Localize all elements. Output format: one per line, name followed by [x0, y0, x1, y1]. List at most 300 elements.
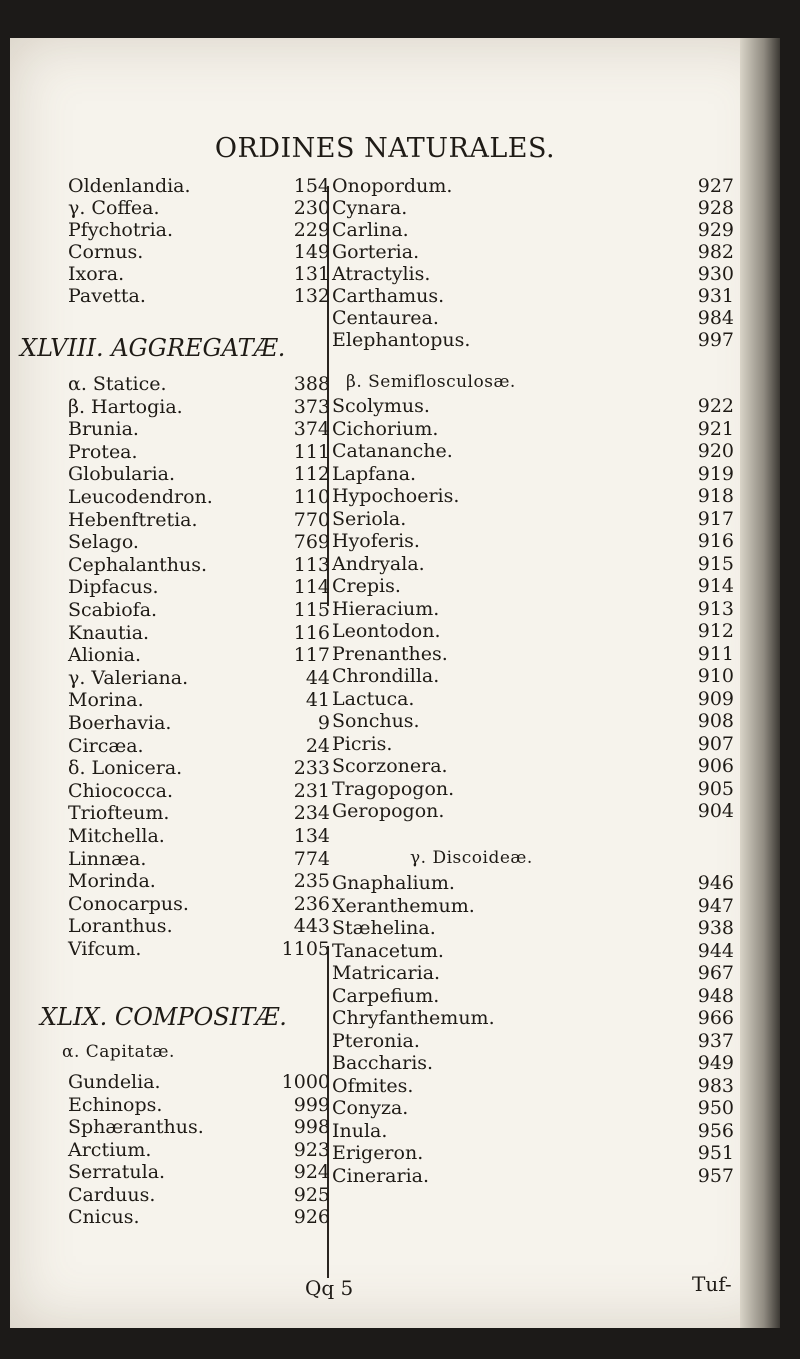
genus-name	[68, 284, 146, 308]
genus-number: 233	[293, 757, 330, 780]
genus-number: 916	[697, 530, 734, 552]
genus-number: 920	[697, 440, 734, 462]
genus-label: Ixora.	[68, 263, 125, 285]
genus-number: 919	[697, 462, 734, 485]
genus-number: 112	[293, 463, 330, 486]
genus-number: 913	[697, 597, 734, 620]
left-entry	[68, 666, 330, 690]
genus-number: 998	[293, 1116, 330, 1138]
genus-name	[68, 530, 139, 554]
right-entry	[332, 218, 734, 242]
genus-number: 948	[697, 984, 734, 1007]
genus-number: 915	[697, 552, 734, 575]
genus-number: 925	[293, 1183, 330, 1206]
genus-name	[332, 1141, 423, 1165]
right-entry	[332, 664, 734, 688]
left-entry	[68, 892, 330, 916]
genus-name	[332, 916, 436, 940]
genus-name	[68, 1160, 165, 1184]
genus-name	[68, 937, 141, 961]
genus-name	[68, 462, 175, 486]
genus-name	[332, 439, 453, 463]
genus-label: Cichorium.	[332, 417, 439, 440]
left-entry	[68, 711, 330, 735]
genus-label: Lactuca.	[332, 687, 415, 710]
genus-label: Morinda.	[68, 870, 156, 893]
right-entry	[332, 1141, 734, 1165]
right-entry	[332, 417, 734, 441]
genus-label: Baccharis.	[332, 1052, 434, 1074]
genus-number: 984	[697, 307, 734, 329]
right-entry	[332, 1096, 734, 1120]
genus-label: Atractylis.	[332, 263, 431, 285]
genus-number: 231	[293, 779, 330, 802]
left-entry	[68, 462, 330, 486]
right-entry	[332, 306, 734, 330]
right-entry	[332, 439, 734, 463]
genus-name	[332, 240, 419, 264]
genus-number: 957	[697, 1164, 734, 1187]
left-entry	[68, 218, 330, 242]
genus-label: Carduus.	[68, 1183, 156, 1206]
right-entry	[332, 484, 734, 508]
genus-name	[68, 914, 173, 938]
genus-number: 374	[293, 418, 330, 441]
genus-label: Stæhelina.	[332, 917, 436, 939]
genus-name	[68, 711, 171, 735]
genus-name	[332, 306, 439, 330]
genus-label: Pfychotria.	[68, 219, 174, 241]
right-entry	[332, 597, 734, 621]
genus-label: Matricaria.	[332, 962, 441, 984]
genus-number: 154	[293, 175, 330, 197]
genus-number: 131	[293, 263, 330, 285]
right-entry	[332, 574, 734, 598]
genus-number: 922	[697, 395, 734, 417]
genus-label: Picris.	[332, 732, 393, 755]
group-marker: α.	[68, 373, 87, 395]
genus-name	[332, 597, 439, 621]
genus-name	[68, 643, 141, 667]
left-entry	[68, 530, 330, 554]
genus-number: 134	[293, 825, 330, 847]
left-entry	[68, 174, 330, 198]
genus-label: Catananche.	[332, 440, 453, 462]
genus-name	[68, 440, 138, 464]
genus-label: Onopordum.	[332, 175, 453, 197]
genus-label: Cynara.	[332, 197, 408, 219]
genus-label: Chiococca.	[68, 779, 174, 802]
genus-label: Lonicera.	[91, 757, 183, 780]
right-entry	[332, 1164, 734, 1188]
genus-name	[68, 372, 167, 396]
genus-name	[332, 574, 401, 598]
genus-number: 235	[293, 870, 330, 893]
genus-number: 132	[293, 285, 330, 307]
genus-number: 230	[293, 197, 330, 219]
genus-number: 41	[305, 689, 330, 712]
right-entry	[332, 174, 734, 198]
right-entry	[332, 240, 734, 264]
genus-number: 229	[293, 219, 330, 241]
genus-label: Chryfanthemum.	[332, 1007, 495, 1029]
right-entry	[332, 619, 734, 643]
genus-number: 956	[697, 1119, 734, 1142]
genus-label: Conyza.	[332, 1097, 409, 1119]
genus-number: 9	[317, 712, 330, 734]
page-heading: ORDINES NATURALES.	[214, 133, 556, 164]
genus-label: Crepis.	[332, 575, 401, 597]
genus-label: Scorzonera.	[332, 755, 448, 777]
left-entry	[68, 847, 330, 871]
genus-number: 236	[293, 892, 330, 915]
subsection-semiflosculosae: β. Semiflosculosæ.	[346, 372, 516, 392]
genus-label: Vifcum.	[68, 938, 142, 960]
right-entry	[332, 1029, 734, 1053]
genus-name	[68, 779, 173, 803]
left-entry	[68, 1115, 330, 1139]
left-entry	[68, 284, 330, 308]
genus-label: Oldenlandia.	[68, 175, 191, 197]
genus-label: Brunia.	[68, 418, 139, 441]
genus-number: 967	[697, 962, 734, 984]
genus-label: Geropogon.	[332, 800, 445, 822]
genus-number: 770	[293, 508, 330, 531]
genus-name	[68, 847, 146, 871]
right-entry	[332, 1051, 734, 1075]
genus-label: Linnæa.	[68, 847, 147, 870]
genus-number: 906	[697, 755, 734, 777]
book-spine	[740, 38, 780, 1328]
genus-number: 927	[697, 175, 734, 197]
genus-number: 912	[697, 620, 734, 642]
genus-label: Alionia.	[68, 644, 141, 667]
genus-label: Chrondilla.	[332, 665, 440, 687]
genus-name	[332, 284, 444, 308]
genus-label: Centaurea.	[332, 307, 439, 329]
genus-number: 24	[305, 734, 330, 757]
genus-label: Inula.	[332, 1119, 388, 1142]
genus-label: Pavetta.	[68, 285, 146, 307]
right-entry	[332, 939, 734, 963]
genus-number: 950	[697, 1097, 734, 1119]
right-entry	[332, 799, 734, 823]
group-marker: δ.	[68, 757, 86, 780]
genus-label: Gundelia.	[68, 1071, 161, 1093]
genus-name	[332, 1096, 408, 1120]
right-entry	[332, 687, 734, 711]
right-entry	[332, 777, 734, 801]
left-entry	[68, 196, 330, 220]
genus-name	[332, 1029, 420, 1053]
genus-label: Hartogia.	[91, 395, 183, 418]
genus-label: Tanacetum.	[332, 939, 444, 962]
genus-number: 946	[697, 872, 734, 894]
genus-label: Cephalanthus.	[68, 553, 208, 576]
genus-name	[332, 871, 455, 895]
left-entry	[68, 643, 330, 667]
left-entry	[68, 756, 330, 780]
genus-label: Statice.	[92, 373, 167, 395]
book-page	[10, 38, 780, 1328]
genus-name	[68, 174, 191, 198]
genus-number: 928	[697, 197, 734, 219]
genus-number: 951	[697, 1142, 734, 1164]
genus-label: Hypochoeris.	[332, 485, 460, 507]
genus-name	[332, 642, 448, 666]
right-entry	[332, 394, 734, 418]
genus-number: 115	[293, 599, 330, 621]
right-entry	[332, 328, 734, 352]
genus-label: Erigeron.	[332, 1142, 424, 1164]
genus-label: Ofmites.	[332, 1074, 414, 1097]
genus-name	[332, 484, 459, 508]
genus-number: 110	[293, 486, 330, 508]
genus-label: Circæa.	[68, 734, 144, 757]
genus-name	[68, 666, 188, 690]
genus-label: Arctium.	[68, 1138, 152, 1161]
genus-number: 917	[697, 507, 734, 530]
genus-number: 388	[293, 373, 330, 395]
genus-label: Cornus.	[68, 241, 144, 263]
right-entry	[332, 1074, 734, 1098]
genus-label: Gorteria.	[332, 241, 420, 263]
genus-label: Seriola.	[332, 507, 407, 530]
left-entry	[68, 914, 330, 938]
genus-label: Boerhavia.	[68, 712, 172, 734]
genus-name	[332, 777, 454, 801]
genus-name	[332, 196, 407, 220]
left-entry	[68, 1183, 330, 1207]
genus-name	[68, 621, 149, 645]
section-title-aggregatae: XLVIII. AGGREGATÆ.	[20, 334, 286, 362]
genus-number: 111	[293, 440, 330, 463]
genus-name	[332, 754, 448, 778]
genus-label: Selago.	[68, 531, 139, 554]
right-entry	[332, 552, 734, 576]
genus-number: 914	[697, 575, 734, 597]
genus-label: Coffea.	[91, 197, 160, 219]
genus-label: Echinops.	[68, 1093, 163, 1116]
genus-name	[332, 507, 406, 531]
genus-number: 373	[293, 395, 330, 418]
genus-name	[332, 687, 414, 711]
genus-label: Leucodendron.	[68, 486, 213, 508]
genus-name	[332, 552, 425, 576]
genus-label: Conocarpus.	[68, 892, 189, 915]
left-entry	[68, 575, 330, 599]
genus-label: Knautia.	[68, 621, 150, 644]
genus-name	[68, 734, 144, 758]
genus-number: 983	[697, 1074, 734, 1097]
left-entry	[68, 485, 330, 509]
genus-label: Lapfana.	[332, 462, 417, 485]
genus-label: Sonchus.	[332, 710, 420, 732]
genus-name	[68, 824, 165, 848]
right-entry	[332, 709, 734, 733]
genus-label: Loranthus.	[68, 915, 173, 938]
genus-number: 949	[697, 1052, 734, 1074]
section-title-compositae: XLIX. COMPOSITÆ.	[40, 1003, 287, 1031]
genus-name	[68, 1070, 161, 1094]
left-entry	[68, 1093, 330, 1117]
catchword: Tuf-	[692, 1272, 732, 1296]
right-entry	[332, 284, 734, 308]
genus-number: 918	[697, 485, 734, 507]
genus-name	[332, 529, 420, 553]
right-entry	[332, 984, 734, 1008]
genus-label: Serratula.	[68, 1161, 166, 1183]
genus-label: Cnicus.	[68, 1206, 140, 1228]
genus-name	[332, 984, 439, 1008]
genus-name	[332, 1074, 413, 1098]
genus-number: 921	[697, 417, 734, 440]
genus-name	[68, 1205, 140, 1229]
genus-label: Gnaphalium.	[332, 872, 455, 894]
genus-number: 1000	[281, 1071, 330, 1093]
genus-number: 117	[293, 644, 330, 667]
right-entry	[332, 754, 734, 778]
genus-name	[332, 1006, 495, 1030]
genus-number: 44	[305, 666, 330, 689]
genus-name	[332, 799, 444, 823]
genus-number: 930	[697, 263, 734, 285]
right-entry	[332, 961, 734, 985]
group-marker: γ.	[68, 666, 86, 689]
genus-name	[332, 1119, 387, 1143]
left-entry	[68, 1138, 330, 1162]
right-entry	[332, 916, 734, 940]
right-entry	[332, 894, 734, 918]
genus-name	[332, 1164, 429, 1188]
genus-number: 923	[293, 1138, 330, 1161]
genus-number: 938	[697, 917, 734, 939]
genus-label: Tragopogon.	[332, 777, 455, 800]
genus-number: 944	[697, 939, 734, 962]
genus-name	[68, 598, 157, 622]
genus-label: Carlina.	[332, 219, 409, 241]
genus-name	[332, 328, 470, 352]
right-entry	[332, 732, 734, 756]
left-entry	[68, 240, 330, 264]
left-entry	[68, 688, 330, 712]
genus-number: 931	[697, 285, 734, 307]
genus-name	[68, 417, 139, 441]
right-entry	[332, 196, 734, 220]
genus-label: Hieracium.	[332, 597, 440, 620]
genus-number: 997	[697, 329, 734, 351]
genus-label: Dipfacus.	[68, 576, 159, 599]
genus-number: 769	[293, 531, 330, 554]
right-entry	[332, 871, 734, 895]
genus-name	[68, 575, 159, 599]
genus-number: 116	[293, 621, 330, 644]
genus-name	[68, 1115, 204, 1139]
genus-number: 982	[697, 241, 734, 263]
left-entry	[68, 869, 330, 893]
genus-name	[68, 1183, 155, 1207]
genus-label: Morina.	[68, 689, 144, 712]
genus-label: Elephantopus.	[332, 329, 471, 351]
genus-label: Mitchella.	[68, 825, 165, 847]
genus-number: 234	[293, 802, 330, 825]
genus-name	[68, 1138, 151, 1162]
genus-name	[332, 394, 430, 418]
genus-name	[332, 218, 409, 242]
genus-label: Carthamus.	[332, 285, 445, 307]
genus-name	[68, 801, 169, 825]
genus-number: 113	[293, 553, 330, 576]
genus-number: 929	[697, 219, 734, 241]
genus-number: 924	[293, 1161, 330, 1183]
left-entry	[68, 395, 330, 419]
genus-label: Globularia.	[68, 463, 176, 486]
genus-name	[332, 709, 420, 733]
left-entry	[68, 508, 330, 532]
genus-name	[332, 174, 452, 198]
left-entry	[68, 1205, 330, 1229]
genus-label: Sphæranthus.	[68, 1116, 204, 1138]
genus-number: 904	[697, 800, 734, 822]
left-entry	[68, 440, 330, 464]
left-entry	[68, 1160, 330, 1184]
genus-number: 926	[293, 1206, 330, 1228]
genus-name	[68, 240, 143, 264]
right-entry	[332, 1119, 734, 1143]
genus-name	[332, 732, 392, 756]
subsection-capitatae: α. Capitatæ.	[62, 1042, 175, 1062]
genus-number: 907	[697, 732, 734, 755]
genus-name	[332, 462, 416, 486]
genus-number: 937	[697, 1029, 734, 1052]
genus-number: 149	[293, 241, 330, 263]
genus-number: 910	[697, 665, 734, 687]
genus-number: 1105	[281, 938, 330, 960]
genus-name	[332, 262, 430, 286]
left-entry	[68, 734, 330, 758]
genus-label: Pteronia.	[332, 1029, 420, 1052]
genus-label: Prenanthes.	[332, 642, 448, 665]
right-entry	[332, 529, 734, 553]
signature-mark: Qq 5	[305, 1276, 354, 1300]
genus-label: Andryala.	[332, 552, 425, 575]
genus-label: Scabiofa.	[68, 599, 158, 621]
genus-name	[68, 262, 124, 286]
genus-name	[68, 218, 173, 242]
left-entry	[68, 598, 330, 622]
genus-name	[332, 619, 441, 643]
genus-name	[332, 939, 444, 963]
genus-name	[68, 196, 160, 220]
genus-name	[68, 508, 198, 532]
genus-label: Hyoferis.	[332, 530, 420, 552]
left-entry	[68, 372, 330, 396]
left-entry	[68, 801, 330, 825]
right-entry	[332, 262, 734, 286]
genus-label: Leontodon.	[332, 620, 441, 642]
left-entry	[68, 937, 330, 961]
genus-name	[68, 756, 182, 780]
genus-number: 443	[293, 915, 330, 938]
genus-name	[68, 869, 156, 893]
right-entry	[332, 507, 734, 531]
genus-number: 947	[697, 894, 734, 917]
genus-name	[332, 417, 438, 441]
genus-label: Protea.	[68, 440, 138, 463]
genus-label: Triofteum.	[68, 802, 170, 825]
left-entry	[68, 621, 330, 645]
genus-label: Cineraria.	[332, 1164, 430, 1187]
